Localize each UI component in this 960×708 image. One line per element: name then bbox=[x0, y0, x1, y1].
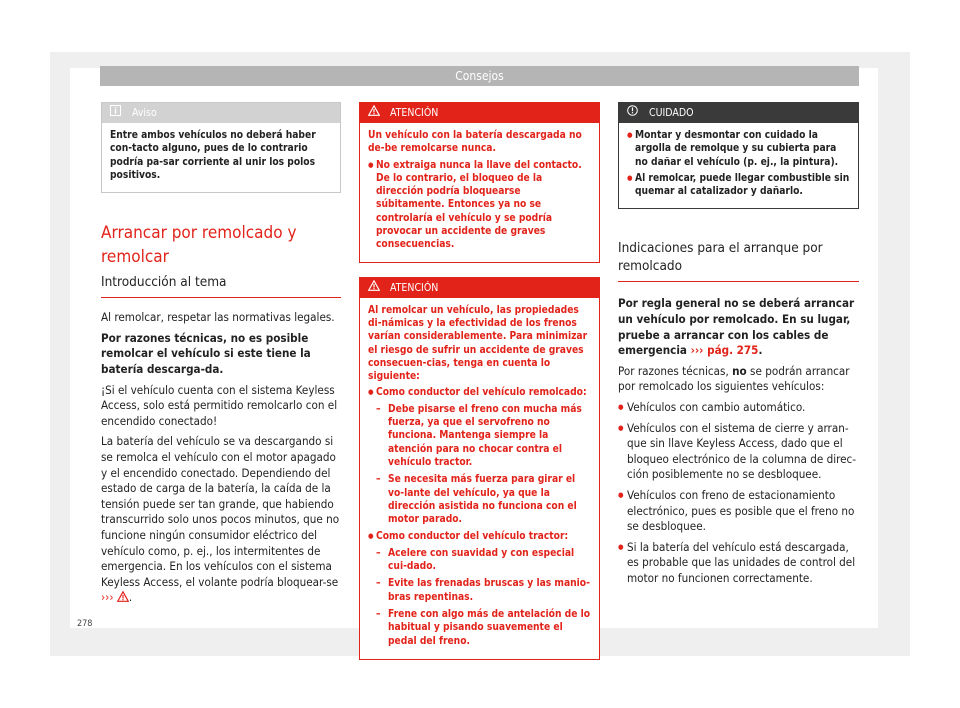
cuidado-body bbox=[619, 123, 858, 208]
atencion-2-bullet-2: ● Como conductor del vehículo tractor: bbox=[368, 530, 591, 543]
atencion-2-sub-5: – Frene con algo más de antelación de lo habitual y pisando suavemente el pedal del freno. bbox=[368, 608, 591, 648]
column-left bbox=[101, 102, 341, 611]
aviso-body bbox=[102, 123, 340, 192]
atencion-2-sub-4: – Evite las frenadas bruscas y las manio-bras repentinas. bbox=[368, 577, 591, 604]
list-item: ● Vehículos con el sistema de cierre y arran-que sin llave Keyless Access, dado que el bloqueo electrónico de la columna de direc-ción posiblemente no se desbloquee. bbox=[618, 421, 859, 483]
indicaciones-paragraph-2 bbox=[618, 364, 859, 395]
info-icon bbox=[110, 103, 132, 123]
caution-circle-icon bbox=[627, 103, 649, 123]
page-reference-link[interactable]: ››› pág. 275 bbox=[690, 343, 759, 358]
indicaciones-title: Indicaciones para el arranque por remolcado bbox=[618, 239, 859, 282]
aviso-header bbox=[102, 103, 340, 123]
indicaciones-paragraph-1: Por regla general no se deberá arrancar un vehículo por remolcado. En su lugar, pruebe a arrancar con los cables de emergencia ››› pág. 275. bbox=[618, 296, 855, 358]
p2-post: se podrán arrancar por remolcado los siguientes vehículos: bbox=[618, 363, 850, 394]
atencion-1-label: ATENCIÓN bbox=[390, 107, 439, 119]
indicaciones-paragraph-1-text: Por regla general no se deberá arrancar un vehículo por remolcado. En su lugar, pruebe a arrancar con los cables de emergencia bbox=[618, 296, 855, 358]
warning-triangle-icon bbox=[368, 103, 390, 123]
atencion-2-intro: Al remolcar un vehículo, las propiedades di-námicas y la efectividad de los frenos varían considerablemente. Para minimizar el riesgo de sufrir un accidente de graves consecuen-cias, tenga en cuenta lo siguiente: bbox=[368, 304, 588, 383]
atencion-box-1 bbox=[359, 102, 600, 263]
section-subtitle: Introducción al tema bbox=[101, 273, 341, 298]
section-title: Arrancar por remolcado y remolcar bbox=[101, 223, 297, 268]
aviso-text: Entre ambos vehículos no deberá haber con-tacto alguno, pues de lo contrario podría pa-sar corriente al unir los polos positivos. bbox=[110, 130, 316, 181]
atencion-2-label: ATENCIÓN bbox=[390, 281, 439, 294]
atencion-2-header bbox=[360, 278, 599, 298]
p2-pre: Por razones técnicas, bbox=[618, 363, 729, 378]
atencion-2-sub-3: – Acelere con suavidad y con especial cui-dado. bbox=[368, 547, 591, 574]
list-item: ● Vehículos con cambio automático. bbox=[618, 400, 859, 416]
warning-triangle-icon bbox=[368, 278, 390, 298]
cuidado-bullet-1: ● Montar y desmontar con cuidado la argolla de remolque y su cubierta para no dañar el vehículo (p. ej., la pintura). bbox=[627, 129, 850, 169]
list-item: ● Vehículos con freno de estacionamiento electrónico, pues es posible que el freno no se desbloquee. bbox=[618, 488, 859, 535]
atencion-2-body bbox=[360, 298, 599, 659]
atencion-box-2 bbox=[359, 277, 600, 660]
aviso-label: Aviso bbox=[132, 107, 157, 119]
aviso-box bbox=[101, 102, 341, 193]
page-number: 278 bbox=[77, 619, 93, 629]
list-item: ● Si la batería del vehículo está descargada, es probable que las unidades de control del motor no funcionen correctamente. bbox=[618, 540, 859, 587]
intro-paragraph-2: Por razones técnicas, no es posible remolcar el vehículo si este tiene la batería descarga-da. bbox=[101, 330, 311, 376]
column-middle bbox=[359, 102, 600, 660]
intro-paragraph-1: Al remolcar, respetar las normativas legales. bbox=[101, 310, 335, 325]
atencion-1-bullet: ● No extraiga nunca la llave del contacto. De lo contrario, el bloqueo de la dirección podría bloquearse súbitamente. Entonces ya no se controlaría el vehículo y se podría provocar un accidente de graves consecuencias. bbox=[368, 159, 591, 252]
atencion-1-header bbox=[360, 103, 599, 123]
atencion-2-sub-1: – Debe pisarse el freno con mucha más fuerza, ya que el servofreno no funciona. Mantenga siempre la atención para no chocar contra el vehículo tractor. bbox=[368, 403, 591, 469]
intro-paragraph-4-text: La batería del vehículo se va descargando si se remolca el vehículo con el motor apagado y el encendido conectado. Dependiendo del estado de carga de la batería, la caída de la tensión puede ser tan grande, que habiendo transcurrido solo unos pocos minutos, que no funcione ningún consumidor eléctrico del vehículo como, p. ej., los intermitentes de emergencia. En los vehículos con el sistema Keyless Access, el volante podría bloquear-se bbox=[101, 434, 340, 589]
atencion-1-intro: Un vehículo con la batería descargada no de-be remolcarse nunca. bbox=[368, 130, 582, 155]
chapter-header: Consejos bbox=[100, 66, 859, 86]
atencion-2-sub-2: – Se necesita más fuerza para girar el vo-lante del vehículo, ya que la dirección asistida no funciona con el motor parado. bbox=[368, 473, 591, 526]
cuidado-label: CUIDADO bbox=[649, 107, 694, 119]
intro-paragraph-3: ¡Si el vehículo cuenta con el sistema Keyless Access, solo está permitido remolcarlo con el encendido conectado! bbox=[101, 382, 338, 428]
cuidado-bullet-2: ● Al remolcar, puede llegar combustible sin quemar al catalizador y dañarlo. bbox=[627, 172, 850, 199]
column-right bbox=[618, 102, 859, 592]
cuidado-header bbox=[619, 103, 858, 123]
cuidado-box bbox=[618, 102, 859, 209]
cross-ref-arrow[interactable]: ››› bbox=[101, 590, 114, 605]
intro-paragraph-4: La batería del vehículo se va descargando si se remolca el vehículo con el motor apagado y el encendido conectado. Dependiendo del estado de carga de la batería, la caída de la tensión puede ser tan grande, que habiendo transcurrido solo unos pocos minutos, que no funcione ningún consumidor eléctrico del vehículo como, p. ej., los intermitentes de emergencia. En los vehículos con el sistema Keyless Access, el volante podría bloquear-se ››› . bbox=[101, 434, 340, 605]
atencion-1-body bbox=[360, 123, 599, 262]
atencion-2-bullet-1: ● Como conductor del vehículo remolcado: bbox=[368, 386, 591, 399]
p2-bold: no bbox=[732, 363, 747, 378]
warning-triangle-icon[interactable] bbox=[117, 590, 129, 604]
